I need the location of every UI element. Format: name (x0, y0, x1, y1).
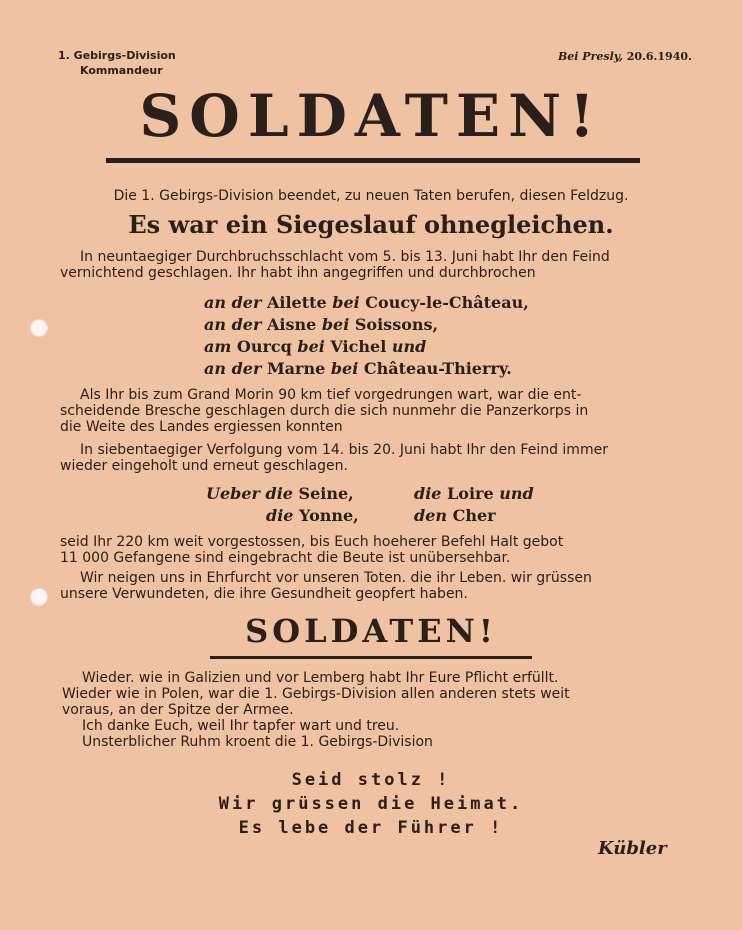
second-title: SOLDATEN! (245, 612, 497, 650)
paragraph-4 (60, 534, 563, 566)
preposition: bei (332, 293, 360, 312)
intro-line: Die 1. Gebirgs-Division beendet, zu neuen Taten berufen, diesen Feldzug. (113, 188, 629, 204)
conjunction: und (499, 484, 534, 503)
preposition: die (266, 506, 294, 525)
title-underline (106, 158, 640, 163)
unit-name: 1. Gebirgs-Division (58, 49, 176, 62)
place-date (558, 50, 692, 63)
text-line: wieder eingeholt und erneut geschlagen. (60, 458, 348, 474)
river-name: Yonne, (299, 506, 359, 525)
town-name: Vichel (330, 337, 387, 356)
punch-hole (30, 319, 48, 337)
preposition: an der (204, 293, 262, 312)
preposition: bei (297, 337, 325, 356)
paragraph-5 (60, 570, 592, 602)
river-item (204, 292, 529, 314)
town-name: Soissons, (354, 315, 439, 334)
text-line: voraus, an der Spitze der Armee. (62, 702, 294, 718)
conjunction: und (391, 337, 427, 356)
unit-header (58, 48, 176, 78)
river-column-left (206, 483, 359, 527)
text-line: Ich danke Euch, weil Ihr tapfer wart und treu. (82, 718, 400, 734)
paragraph-2 (60, 387, 588, 435)
closing-line: Seid stolz ! (291, 770, 451, 790)
signature: Kübler (598, 838, 667, 859)
closing-block (0, 768, 742, 840)
preposition: bei (321, 315, 350, 334)
river-name: Ourcq (236, 337, 292, 356)
text-line: seid Ihr 220 km weit vorgestossen, bis Euch hoeherer Befehl Halt gebot (60, 534, 564, 550)
text-line: Unsterblicher Ruhm kroent die 1. Gebirgs-Division (82, 734, 433, 750)
text-line: 11 000 Gefangene sind eingebracht die Beute ist unübersehbar. (60, 550, 511, 566)
preposition: an der (204, 359, 262, 378)
river-list (204, 292, 529, 380)
preposition: am (204, 337, 232, 356)
river-item (414, 505, 534, 527)
text-line: In neuntaegiger Durchbruchsschlacht vom 5. bis 13. Juni habt Ihr den Feind (80, 249, 610, 265)
river-item (204, 336, 529, 358)
date: 20.6.1940. (626, 50, 692, 63)
river-name: Loire (447, 484, 494, 503)
punch-hole (30, 588, 48, 606)
preposition: Ueber die (206, 484, 293, 503)
text-line: unsere Verwundeten, die ihre Gesundheit geopfert haben. (60, 586, 468, 602)
main-title: SOLDATEN! (139, 82, 603, 150)
preposition: bei (330, 359, 359, 378)
text-line: scheidende Bresche geschlagen durch die sich nunmehr die Panzerkorps in (60, 403, 589, 419)
town-name: Coucy-le-Château, (365, 293, 529, 312)
second-title-underline (210, 656, 532, 659)
text-line: Als Ihr bis zum Grand Morin 90 km tief vorgedrungen wart, war die ent- (80, 387, 582, 403)
paragraph-3 (60, 442, 608, 474)
river-column-right (414, 483, 534, 527)
text-line: die Weite des Landes ergiessen konnten (60, 419, 343, 435)
closing-line: Es lebe der Führer ! (238, 818, 504, 838)
river-name: Cher (452, 506, 496, 525)
unit-role: Kommandeur (80, 64, 163, 77)
text-line: Wir neigen uns in Ehrfurcht vor unseren Toten. die ihr Leben. wir grüssen (80, 570, 592, 586)
preposition: an der (204, 315, 262, 334)
text-line: In siebentaegiger Verfolgung vom 14. bis 20. Juni habt Ihr den Feind immer (80, 442, 608, 458)
headline: Es war ein Siegeslauf ohnegleichen. (128, 210, 614, 239)
paragraph-6 (62, 670, 570, 750)
preposition: die (414, 484, 442, 503)
river-name: Marne (266, 359, 326, 378)
text-line: Wieder wie in Polen, war die 1. Gebirgs-Division allen anderen stets weit (62, 686, 570, 702)
place: Bei Presly, (558, 50, 623, 63)
river-item (414, 483, 534, 505)
town-name: Château-Thierry. (363, 359, 512, 378)
river-item (206, 483, 359, 505)
text-line: vernichtend geschlagen. Ihr habt ihn angegriffen und durchbrochen (60, 265, 536, 281)
river-name: Seine, (298, 484, 354, 503)
river-name: Ailette (266, 293, 327, 312)
text-line: Wieder. wie in Galizien und vor Lemberg habt Ihr Eure Pflicht erfüllt. (82, 670, 559, 686)
preposition: den (414, 506, 447, 525)
river-item (206, 505, 359, 527)
river-item (204, 314, 529, 336)
paragraph-1 (60, 249, 610, 281)
river-item (204, 358, 529, 380)
river-name: Aisne (266, 315, 317, 334)
closing-line: Wir grüssen die Heimat. (218, 794, 524, 814)
